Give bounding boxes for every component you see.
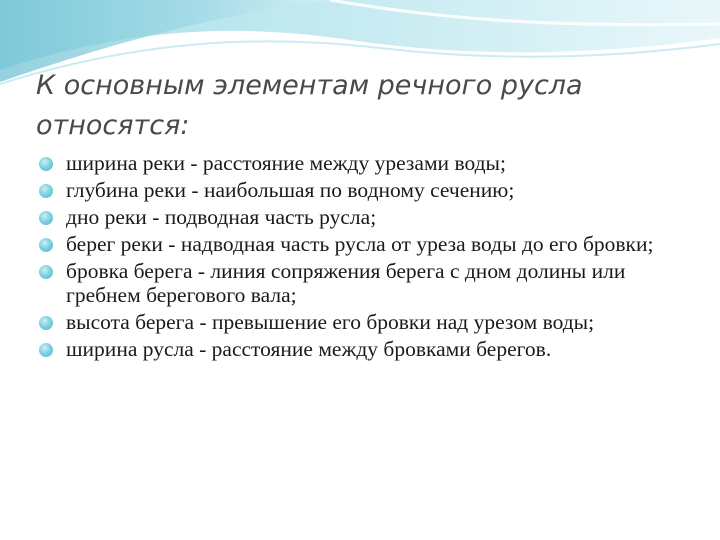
bullet-dot-icon [39,157,53,171]
list-item-river-bottom [36,206,696,230]
bullet-dot-icon [39,316,53,330]
list-item-bank-edge [36,260,696,307]
bullet-dot-icon [39,343,53,357]
list-item-text: дно реки - подводная часть русла; [66,205,377,229]
bullet-list [36,152,696,365]
list-item-text: бровка берега - линия сопряжения берега с дном долины или гребнем берегового вала; [66,259,626,307]
slide-title-line-1: К основным элементам речного русла [36,70,583,101]
bullet-dot-icon [39,238,53,252]
list-item-channel-width [36,338,696,362]
list-item-text: ширина реки - расстояние между урезами воды; [66,151,506,175]
list-item-river-bank [36,233,696,257]
slide-title [36,66,676,146]
list-item-bank-height [36,311,696,335]
list-item-text: высота берега - превышение его бровки над урезом воды; [66,309,595,334]
slide-title-line-2: относятся: [36,110,190,141]
bullet-dot-icon [39,265,53,279]
list-item-river-width [36,152,696,176]
list-item-text: берег реки - надводная часть русла от уреза воды до его бровки; [66,232,654,256]
list-item-text: ширина русла - расстояние между бровками берегов. [66,336,552,361]
list-item-text: глубина реки - наибольшая по водному сечению; [66,178,515,202]
list-item-river-depth [36,179,696,203]
bullet-dot-icon [39,211,53,225]
bullet-dot-icon [39,184,53,198]
